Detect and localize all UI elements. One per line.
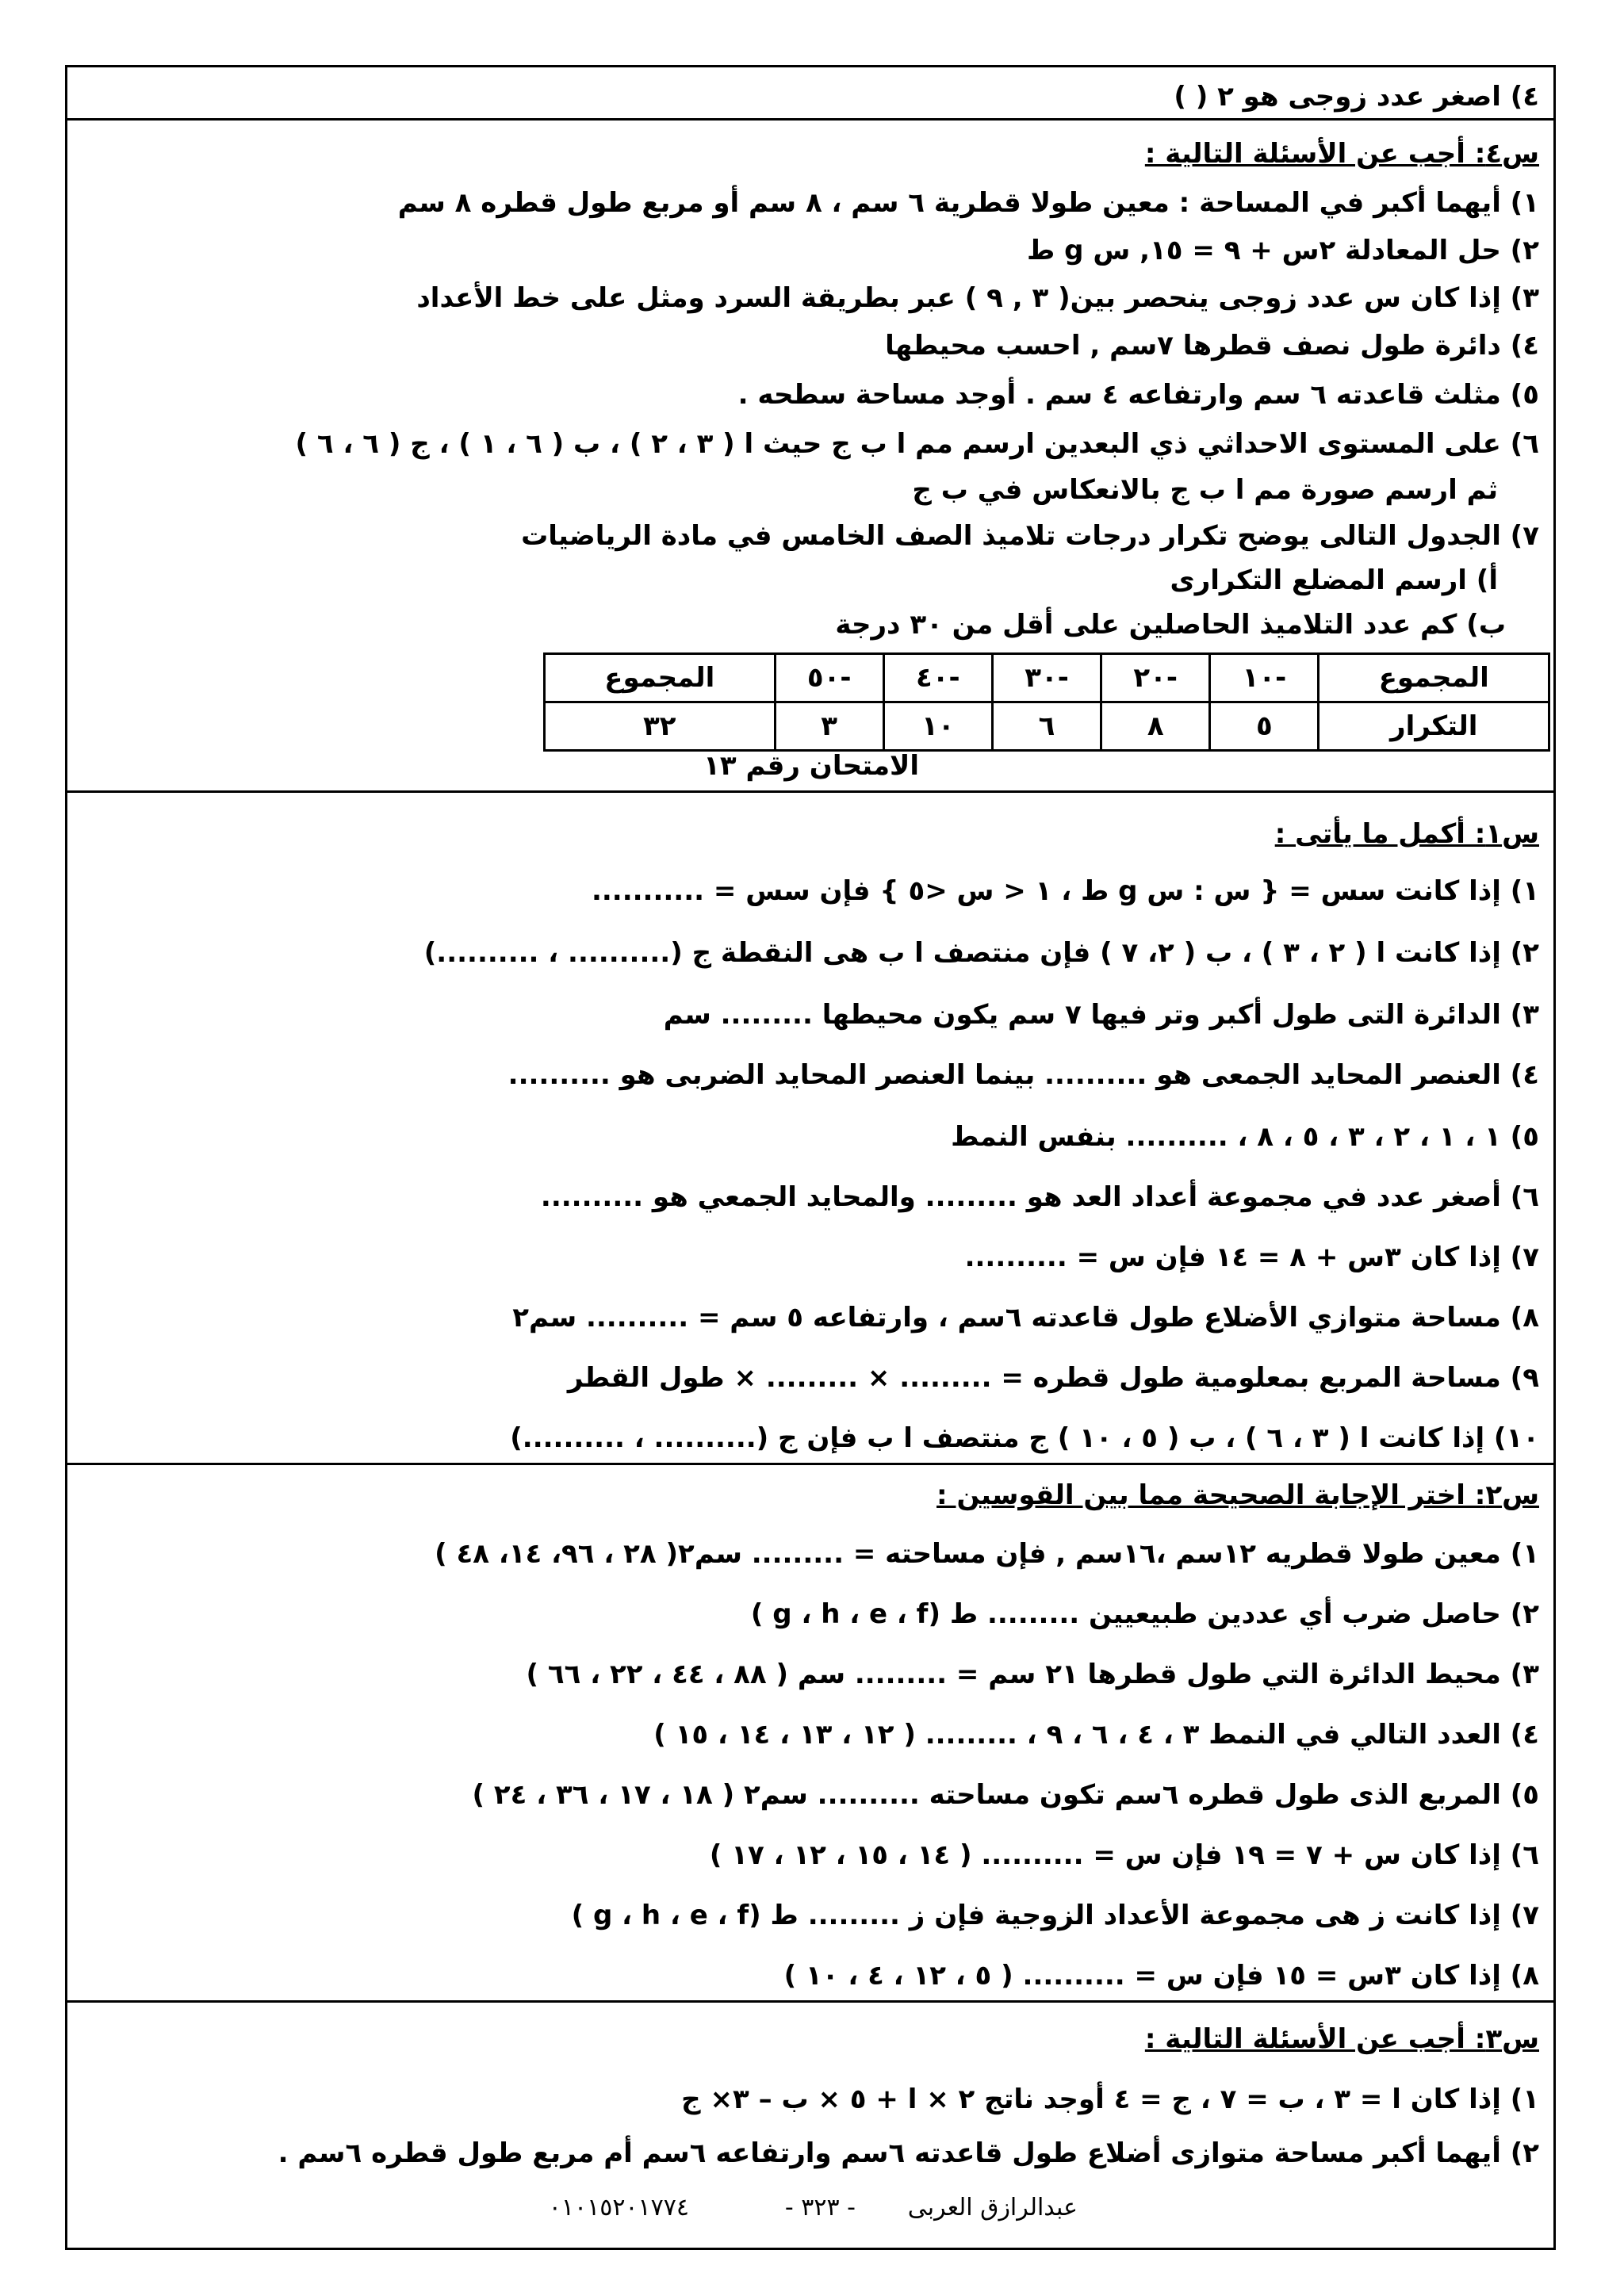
s4-item-7a: أ) ارسم المضلع التكرارى [1170, 564, 1498, 596]
table-cell: المجموع [545, 654, 776, 702]
footer-phone: ٠١٠١٥٢٠١٧٧٤ [548, 2194, 689, 2221]
s3-item-1: ١) إذا كان ا = ٣ ، ب = ٧ ، ج = ٤ أوجد ناتج ٢ × ا + ٥ × ب – ٣× ج [681, 2084, 1539, 2115]
table-cell: -٤٠ [883, 654, 992, 702]
s4-item-2: ٢) حل المعادلة ٢س + ٩ = ١٥, س g ط [1027, 235, 1539, 266]
s1-item-1: ١) إذا كانت سس = { س : س g ط ، ١ < س <٥ } فإن سس = ........... [591, 875, 1539, 907]
divider [67, 1463, 1553, 1465]
table-cell: -١٠ [1210, 654, 1319, 702]
table-cell: المجموع [1319, 654, 1549, 702]
s3-item-2: ٢) أيهما أكبر مساحة متوازى أضلاع طول قاعدته ٦سم وارتفاعه ٦سم أم مربع طول قطره ٦سم . [278, 2137, 1539, 2169]
table-cell: ١٠ [883, 702, 992, 751]
s2-item-2: ٢) حاصل ضرب أي عددين طبيعيين ......... ط (g ، h ، e ، f ) [750, 1598, 1539, 1630]
table-cell: ٣ [775, 702, 883, 751]
table-cell: ٦ [992, 702, 1101, 751]
table-cell: -٥٠ [775, 654, 883, 702]
s4-heading: س٤: أجب عن الأسئلة التالية : [1144, 138, 1539, 170]
divider [67, 790, 1553, 793]
table-row [545, 702, 1549, 751]
s4-item-6-cont: ثم ارسم صورة مم ا ب ج بالانعكاس في ب ج [912, 474, 1498, 506]
s2-item-3: ٣) محيط الدائرة التي طول قطرها ٢١ سم = ......... سم ( ٨٨ ، ٤٤ ، ٢٢ ، ٦٦ ) [526, 1659, 1539, 1690]
s4-item-3: ٣) إذا كان س عدد زوجى ينحصر بين( ٣ , ٩ ) عبر بطريقة السرد ومثل على خط الأعداد [416, 282, 1539, 314]
s1-item-10: ١٠) إذا كانت ا ( ٣ ، ٦ ) ، ب ( ٥ ، ١٠ ) ج منتصف ا ب فإن ج (.......... ، ..........) [510, 1422, 1539, 1454]
table-cell: ٥ [1210, 702, 1319, 751]
s1-item-4: ٤) العنصر المحايد الجمعى هو .......... بينما العنصر المحايد الضربى هو .......... [508, 1059, 1539, 1091]
divider [67, 2000, 1553, 2003]
s4-item-1: ١) أيهما أكبر في المساحة : معين طولا قطرية ٦ سم ، ٨ سم أو مربع طول قطره ٨ سم [397, 187, 1539, 219]
prev-question-4: ٤) اصغر عدد زوجى هو ٢ ( ) [1174, 81, 1539, 113]
s2-item-6: ٦) إذا كان س + ٧ = ١٩ فإن س = .......... ( ١٤ ، ١٥ ، ١٢ ، ١٧ ) [709, 1839, 1539, 1871]
table-cell: ٣٢ [545, 702, 776, 751]
divider [67, 118, 1553, 121]
s4-item-7b: ب) كم عدد التلاميذ الحاصلين على أقل من ٣٠ درجة [835, 609, 1506, 641]
s1-item-8: ٨) مساحة متوازي الأضلاع طول قاعدته ٦سم ، وارتفاعه ٥ سم = .......... سم٢ [512, 1302, 1539, 1334]
s2-item-4: ٤) العدد التالي في النمط ٣ ، ٤ ، ٦ ، ٩ ، ......... ( ١٢ ، ١٣ ، ١٤ ، ١٥ ) [653, 1719, 1539, 1751]
s2-item-8: ٨) إذا كان ٣س = ١٥ فإن س = .......... ( ٥ ، ١٢ ، ٤ ، ١٠ ) [783, 1960, 1539, 1992]
s1-heading: س١: أكمل ما يأتى : [1274, 818, 1539, 850]
exam-label: الامتحان رقم ١٣ [703, 750, 919, 782]
s4-item-6: ٦) على المستوى الاحداثي ذي البعدين ارسم مم ا ب ج حيث ا ( ٣ ، ٢ ) ، ب ( ٦ ، ١ ) ، ج ( ٦ ، ٦ ) [295, 428, 1539, 460]
table-cell: ٨ [1101, 702, 1210, 751]
footer-page: - ٣٢٣ - [784, 2194, 856, 2221]
s4-item-4: ٤) دائرة طول نصف قطرها ٧سم , احسب محيطها [885, 330, 1539, 362]
s1-item-6: ٦) أصغر عدد في مجموعة أعداد العد هو ......... والمحايد الجمعي هو .......... [540, 1181, 1539, 1213]
table-cell: -٢٠ [1101, 654, 1210, 702]
s1-item-2: ٢) إذا كانت ا ( ٢ ، ٣ ) ، ب ( ٢، ٧ ) فإن منتصف ا ب هى النقطة ج (.......... ، ..........) [423, 937, 1539, 969]
s1-item-9: ٩) مساحة المربع بمعلومية طول قطره = ......... × ......... × طول القطر [567, 1362, 1539, 1394]
s2-item-7: ٧) إذا كانت ز هى مجموعة الأعداد الزوجية فإن ز ......... ط (g ، h ، e ، f ) [571, 1900, 1539, 1931]
s2-heading: س٢: اختر الإجابة الصحيحة مما بين القوسين : [936, 1479, 1539, 1511]
s1-item-7: ٧) إذا كان ٣س + ٨ = ١٤ فإن س = .......... [964, 1242, 1539, 1273]
s1-item-5: ٥) ١ ، ١ ، ٢ ، ٣ ، ٥ ، ٨ ، .......... بنفس النمط [951, 1121, 1539, 1153]
table-cell: -٣٠ [992, 654, 1101, 702]
s1-item-3: ٣) الدائرة التى طول أكبر وتر فيها ٧ سم يكون محيطها ......... سم [663, 999, 1539, 1031]
s2-item-5: ٥) المربع الذى طول قطره ٦سم تكون مساحته .......... سم٢ ( ١٨ ، ١٧ ، ٣٦ ، ٢٤ ) [472, 1779, 1539, 1811]
exam-page [65, 65, 1556, 2250]
table-row [545, 654, 1549, 702]
table-cell: التكرار [1319, 702, 1549, 751]
s2-item-1: ١) معين طولا قطريه ١٢سم ،١٦سم , فإن مساحته = ......... سم٢( ٢٨ ، ٩٦، ١٤، ٤٨ ) [435, 1538, 1539, 1570]
s3-heading: س٣: أجب عن الأسئلة التالية : [1144, 2023, 1539, 2055]
footer-author: عبدالرازق العربى [907, 2194, 1078, 2221]
frequency-table [543, 652, 1550, 752]
s4-item-5: ٥) مثلث قاعدته ٦ سم وارتفاعه ٤ سم . أوجد مساحة سطحه . [737, 379, 1539, 411]
s4-item-7: ٧) الجدول التالى يوضح تكرار درجات تلاميذ الصف الخامس في مادة الرياضيات [521, 520, 1539, 552]
